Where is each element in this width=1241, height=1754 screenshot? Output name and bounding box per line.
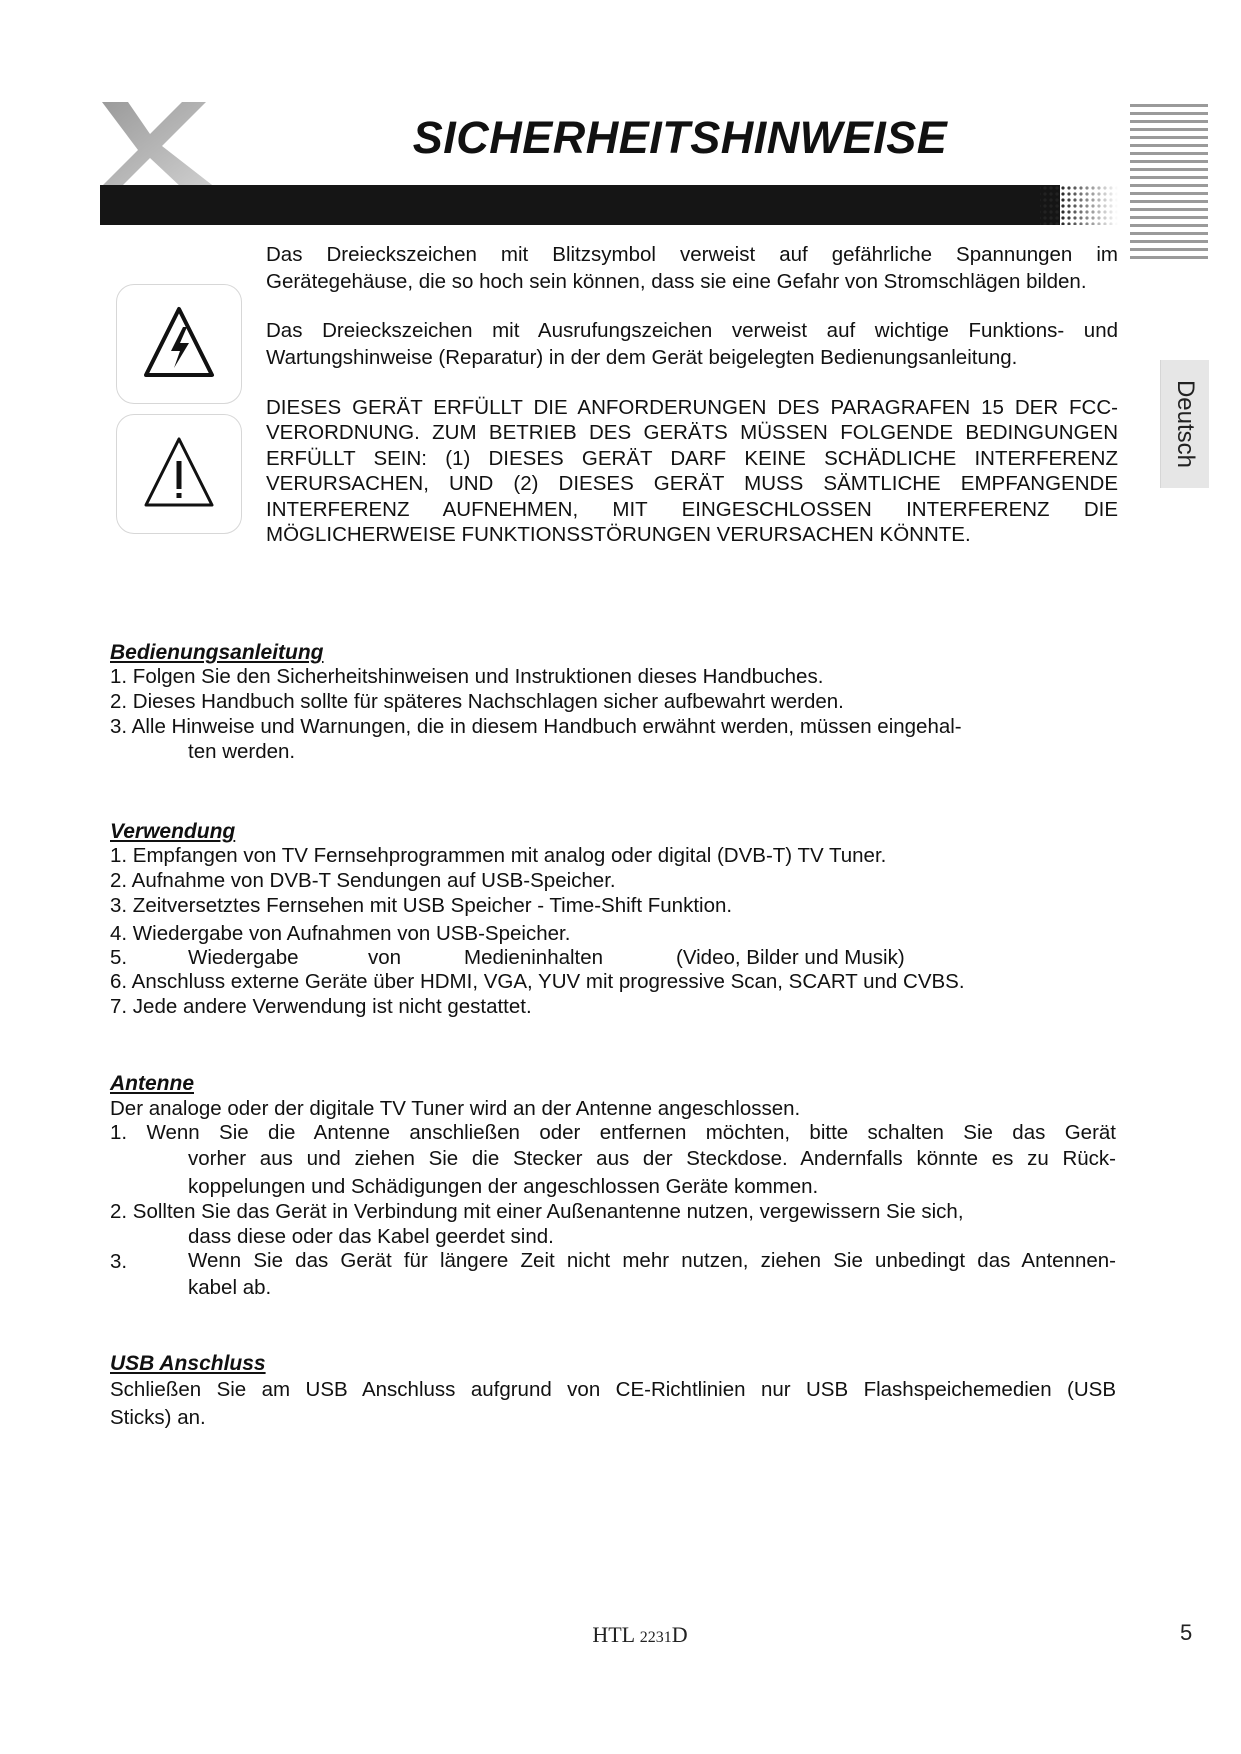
- list-item-word: Wiedergabe: [188, 946, 299, 969]
- list-item-continuation: kabel ab.: [188, 1276, 272, 1299]
- page-number: 5: [1180, 1620, 1193, 1645]
- list-item: 1. Wenn Sie die Antenne anschließen oder entfernen möchten, bitte schalten Sie das Gerät: [110, 1121, 1116, 1144]
- list-item: 3. Alle Hinweise und Warnungen, die in diesem Handbuch erwähnt werden, müssen eingehal-: [110, 715, 962, 738]
- caution-warning-icon: [116, 414, 242, 534]
- list-item-word: (Video, Bilder und Musik): [676, 946, 905, 969]
- model-prefix: HTL: [592, 1622, 640, 1647]
- list-item-continuation: vorher aus und ziehen Sie die Stecker aus der Steckdose. Andernfalls könnte es zu Rück-: [188, 1147, 1116, 1170]
- page-title: SICHERHEITSHINWEISE: [412, 112, 948, 163]
- section-title-usb-anschluss: USB Anschluss: [110, 1352, 266, 1375]
- header-bar: [100, 185, 1118, 225]
- paragraph-text: Schließen Sie am USB Anschluss aufgrund von CE-Richtlinien nur USB Flashspeichemedien (USB: [110, 1378, 1116, 1401]
- section-intro: Der analoge oder der digitale TV Tuner wird an der Antenne angeschlossen.: [110, 1097, 801, 1120]
- list-item: 6. Anschluss externe Geräte über HDMI, VGA, YUV mit progressive Scan, SCART und CVBS.: [110, 970, 965, 993]
- x-brand-logo: [98, 100, 218, 190]
- list-item-continuation: ten werden.: [188, 740, 296, 763]
- list-item: 2. Sollten Sie das Gerät in Verbindung mit einer Außenantenne nutzen, vergewissern Sie sich,: [110, 1200, 964, 1223]
- high-voltage-warning-icon: [116, 284, 242, 404]
- section-title-bedienungsanleitung: Bedienungsanleitung: [110, 641, 324, 664]
- list-item-number: 3.: [110, 1250, 128, 1273]
- list-item-continuation: koppelungen und Schädigungen der angeschlossen Geräte kommen.: [188, 1175, 819, 1198]
- section-title-verwendung: Verwendung: [110, 820, 236, 843]
- exclamation-warning-text: Das Dreieckszeichen mit Ausrufungszeichen verweist auf wichtige Funktions- und Wartungshinweise (Reparatur) in der dem Gerät beigelegten Bedienungsanleitung.: [266, 319, 1118, 369]
- list-item-number: 5.: [110, 946, 128, 969]
- list-item-continuation: dass diese oder das Kabel geerdet sind.: [188, 1225, 554, 1248]
- list-item: 4. Wiedergabe von Aufnahmen von USB-Speicher.: [110, 922, 571, 945]
- list-item: 7. Jede andere Verwendung ist nicht gestattet.: [110, 995, 532, 1018]
- list-item: 1. Folgen Sie den Sicherheitshinweisen und Instruktionen dieses Handbuches.: [110, 665, 824, 688]
- language-tab-label: Deutsch: [1172, 379, 1200, 469]
- list-item: 2. Dieses Handbuch sollte für späteres Nachschlagen sicher aufbewahrt werden.: [110, 690, 844, 713]
- model-suffix: D: [671, 1622, 688, 1647]
- list-item: 2. Aufnahme von DVB-T Sendungen auf USB-Speicher.: [110, 869, 616, 892]
- list-item: 1. Empfangen von TV Fernsehprogrammen mit analog oder digital (DVB-T) TV Tuner.: [110, 844, 887, 867]
- lightning-warning-text: Das Dreieckszeichen mit Blitzsymbol verweist auf gefährliche Spannungen im Gerätegehäuse, die so hoch sein können, dass sie eine Gefahr von Stromschlägen bilden.: [266, 243, 1118, 293]
- list-item: Wenn Sie das Gerät für längere Zeit nicht mehr nutzen, ziehen Sie unbedingt das Antennen-: [188, 1249, 1116, 1272]
- list-item-word: von: [368, 946, 402, 969]
- language-tab: [1160, 360, 1209, 488]
- decorative-stripes: [1130, 104, 1208, 264]
- list-item-word: Medieninhalten: [464, 946, 604, 969]
- fcc-notice-text: DIESES GERÄT ERFÜLLT DIE ANFORDERUNGEN DES PARAGRAFEN 15 DER FCC-VERORDNUNG. ZUM BETRIEB DES GERÄTS MÜSSEN FOLGENDE BEDINGUNGEN ERFÜLLT SEIN: (1) DIESES GERÄT DARF KEINE SCHÄDLICHE INTERFERENZ VERURSACHEN, UND (2) DIESES GERÄT MUSS SÄMTLICHE EMPFANGENDE INTERFERENZ AUFNEHMEN, MIT EINGESCHLOSSEN INTERFERENZ DIE MÖGLICHERWEISE FUNKTIONSSTÖRUNGEN VERURSACHEN KÖNNTE.: [266, 396, 1118, 547]
- paragraph-text: Sticks) an.: [110, 1406, 206, 1429]
- footer-model-number: [560, 1622, 720, 1648]
- section-title-antenne: Antenne: [110, 1072, 194, 1095]
- model-number: 2231: [639, 1629, 672, 1646]
- list-item: 3. Zeitversetztes Fernsehen mit USB Speicher - Time-Shift Funktion.: [110, 894, 733, 917]
